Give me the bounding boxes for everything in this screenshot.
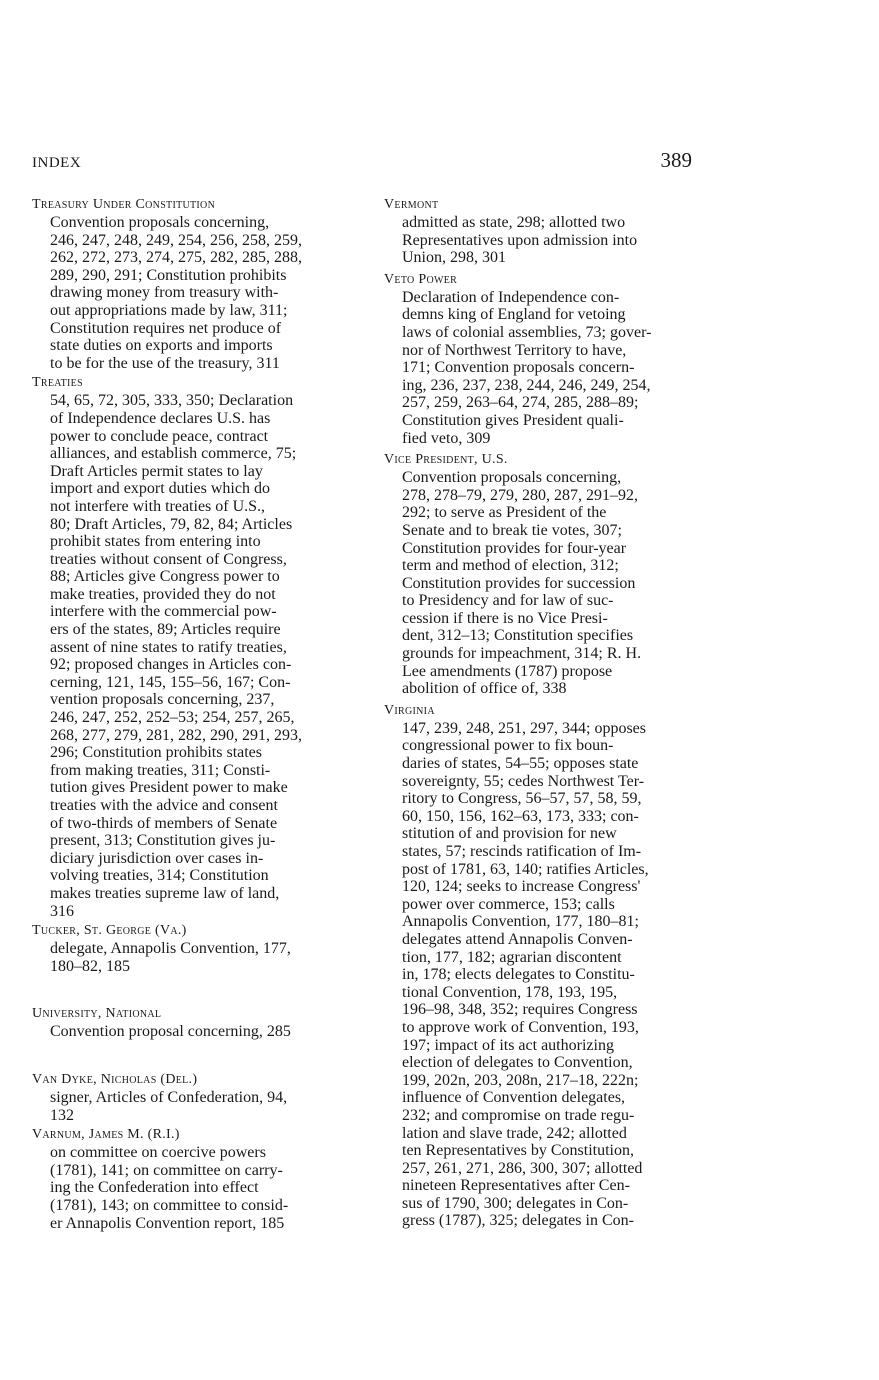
entry-text: signer, Articles of Confederation, 94, 132: [50, 1088, 288, 1124]
index-entry: [384, 451, 700, 698]
index-entry: [384, 196, 700, 267]
entry-text: Convention proposals concerning, 246, 247, 248, 249, 254, 256, 258, 259, 262, 272, 273, 274, 275, 282, 285, 288, 289, 290, 291; Constitution prohibits drawing money from treasury with- out appropriations made by law, 311; Constitution requires net produce of state duties on exports and imports to be for the use of the treasury, 311: [50, 214, 302, 372]
entry-heading: Varnum, James M. (R.I.): [32, 1127, 180, 1143]
index-entry: [32, 1071, 348, 1124]
index-entry: [32, 1005, 348, 1041]
index-entry: [32, 374, 348, 920]
index-entry: [32, 922, 348, 975]
entry-text: Declaration of Independence con- demns king of England for vetoing laws of colonial assemblies, 73; gover- nor of Northwest Territory to have, 171; Convention proposals concern- ing, 236, 237, 238, 244, 246, 249, 254, 257, 259, 263–64, 274, 285, 288–89; Constitution gives President quali- fied veto, 309: [402, 288, 652, 447]
entry-heading: Treasury Under Constitution: [32, 197, 216, 212]
left-column: [32, 196, 348, 1234]
index-entry: [384, 271, 700, 447]
entry-text: on committee on coercive powers (1781), 141; on committee on carry- ing the Confederation into effect (1781), 143; on committee to consid- er Annapolis Convention report, 185: [50, 1144, 289, 1232]
entry-text: Convention proposal concerning, 285: [50, 1023, 291, 1041]
entry-heading: Tucker, St. George (Va.): [32, 923, 187, 939]
entry-text: 147, 239, 248, 251, 297, 344; opposes congressional power to fix boun- daries of states, 54–55; opposes state sovereignty, 55; cedes Northwest Ter- ritory to Congress, 56–57, 57, 58, 59, 60, 150, 156, 162–63, 173, 333; con- stitution of and provision for new states, 57; rescinds ratification of Im- post of 1781, 63, 140; ratifies Articles, 120, 124; seeks to increase Congress' power over commerce, 153; calls Annapolis Convention, 177, 180–81; delegates attend Annapolis Conven- tion, 177, 182; agrarian discontent in, 178; elects delegates to Constitu- tional Convention, 178, 193, 195, 196–98, 348, 352; requires Congress to approve work of Convention, 193, 197; impact of its act authorizing election of delegates to Convention, 199, 202n, 203, 208n, 217–18, 222n; influence of Convention delegates, 232; and compromise on trade regu- lation and slave trade, 242; allotted ten Representatives by Constitution, 257, 261, 271, 286, 300, 307; allotted nineteen Representatives after Cen- sus of 1790, 300; delegates in Con- gress (1787), 325; delegates in Con-: [402, 719, 649, 1230]
entry-text: Convention proposals concerning, 278, 278–79, 279, 280, 287, 291–92, 292; to serve as President of the Senate and to break tie votes, 307; Constitution provides for four-year term and method of election, 312; Constitution provides for succession to Presidency and for law of suc- cession if there is no Vice Presi- dent, 312–13; Constitution specifies grounds for impeachment, 314; R. H. Lee amendments (1787) propose abolition of office of, 338: [402, 469, 642, 698]
index-entry: [32, 196, 348, 372]
page-header: [32, 148, 692, 173]
right-column: [384, 196, 700, 1234]
entry-heading: Virginia: [384, 702, 435, 718]
entry-heading: Treaties: [32, 375, 83, 391]
index-entry: [384, 702, 700, 1230]
entry-heading: Van Dyke, Nicholas (Del.): [32, 1071, 198, 1087]
entry-text: 54, 65, 72, 305, 333, 350; Declaration of Independence declares U.S. has power to conclude peace, contract alliances, and establish commerce, 75; Draft Articles permit states to lay import and export duties which do not interfere with treaties of U.S., 80; Draft Articles, 79, 82, 84; Articles prohibit states from entering into treaties without consent of Congress, 88; Articles give Congress power to make treaties, provided they do not interfere with the commercial pow- ers of the states, 89; Articles require assent of nine states to ratify treaties, 92; proposed changes in Articles con- cerning, 121, 145, 155–56, 167; Con- vention proposals concerning, 237, 246, 247, 252, 252–53; 254, 257, 265, 268, 277, 279, 281, 282, 290, 291, 293, 296; Constitution prohibits states from making treaties, 311; Consti- tution gives President power to make treaties with the advice and consent of two-thirds of members of Senate present, 313; Constitution gives ju- diciary jurisdiction over cases in- volving treaties, 314; Constitution makes treaties supreme law of land, 316: [50, 392, 302, 920]
entry-text: delegate, Annapolis Convention, 177, 180–82, 185: [50, 940, 291, 975]
page-number: 389: [660, 148, 692, 172]
entry-heading: University, National: [32, 1006, 162, 1022]
running-head: INDEX: [32, 155, 82, 171]
index-entry: [32, 1126, 348, 1232]
entry-text: admitted as state, 298; allotted two Representatives upon admission into Union, 298, 301: [402, 214, 638, 267]
entry-heading: Veto Power: [384, 271, 458, 287]
entry-heading: Vermont: [384, 197, 439, 212]
entry-heading: Vice President, U.S.: [384, 452, 508, 468]
